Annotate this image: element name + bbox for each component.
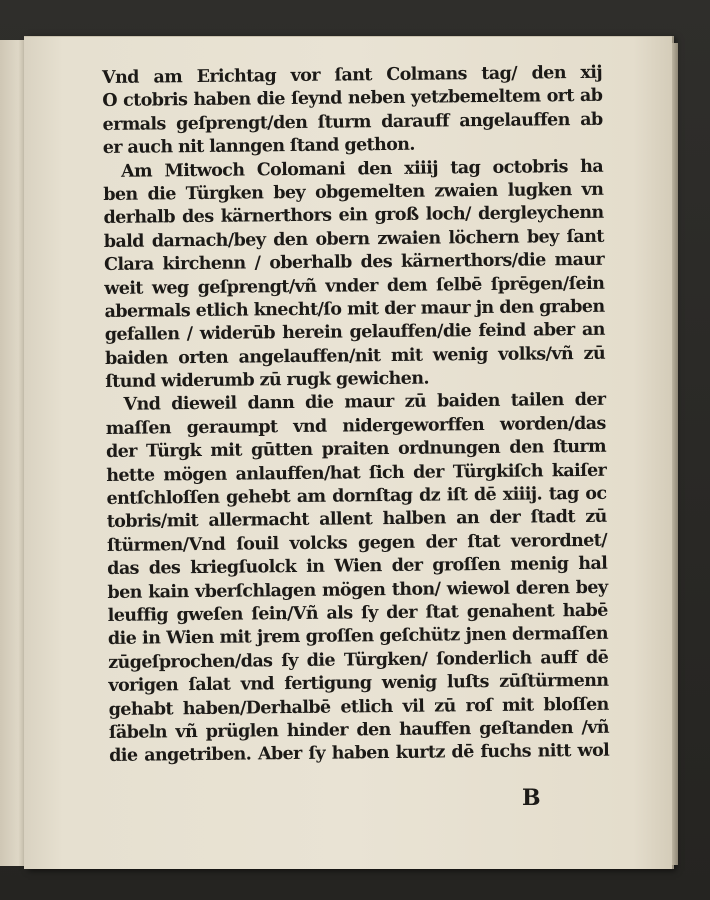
text-line: zūgeſprochen/das ſy die Türgken/ ſonderlich auff dē xyxy=(108,647,609,673)
text-line: Clara kirchenn / oberhalb des kärnerthors/die maur xyxy=(103,249,605,276)
text-line: ſtürmen/Vnd ſouil volcks gegen der ſtat verordnet/ xyxy=(106,530,608,556)
text-line: O ctobris haben die ſeynd neben yetzbemeltem ort ab xyxy=(102,86,603,112)
text-line: baiden orten angelauffen/nit mit wenig volks/vñ zū xyxy=(104,343,606,369)
text-line: gehabt haben/Derhalbē etlich vil zū roſ mit bloſſen xyxy=(108,694,609,720)
text-line: das des kriegſuolck in Wien der groſſen menig hal xyxy=(107,553,608,580)
text-line: hette mögen anlauffen/hat ſich der Türgkiſch kaiſer xyxy=(106,460,607,486)
text-line: ſtund widerumb zū rugk gewichen. xyxy=(105,368,430,393)
text-line: die in Wien mit jrem groſſen geſchütz jnen dermaſſen xyxy=(107,624,609,650)
text-line: derhalb des kärnerthors ein groß loch/ dergleychenn xyxy=(103,203,604,229)
text-line: ben kain vberſchlagen mögen thon/ wiewol deren bey xyxy=(107,577,608,603)
text-line: weit weg geſprengt/vñ vnder dem ſelbē ſprēgen/ſein xyxy=(104,273,605,299)
text-line: leuffig gweſen ſein/Vñ als ſy der ſtat genahent habē xyxy=(107,600,608,626)
text-line: Am Mitwoch Colomani den xiiij tag octobris ha xyxy=(120,156,604,182)
text-line: ben die Türgken bey obgemelten zwaien lugken vn xyxy=(103,179,604,205)
text-line: tobris/mit allermacht allent halben an der ſtadt zū xyxy=(106,507,607,533)
left-page-edge xyxy=(0,40,27,866)
text-line: der Türgk mit gūtten praiten ordnungen den ſturm xyxy=(105,436,607,463)
text-line: gefallen / widerūb herein gelauffen/die feind aber an xyxy=(104,320,605,346)
text-line: die angetriben. Aber ſy haben kurtz dē fuchs nitt wol xyxy=(109,741,610,767)
text-line: maſſen geraumpt vnd nidergeworffen worden/das xyxy=(105,413,606,439)
text-line: Vnd am Erichtag vor ſant Colmans tag/ den xij xyxy=(102,62,603,88)
text-line: er auch nit lanngen ſtand gethon. xyxy=(102,134,415,159)
text-line: ermals geſprengt/den ſturm darauff angelauffen ab xyxy=(102,109,603,135)
text-line: Vnd dieweil dann die maur zū baiden tailen der xyxy=(123,390,606,416)
signature-mark: B xyxy=(522,785,541,811)
text-line: vorigen ſalat vnd fertigung wenig luſts zūſtürmenn xyxy=(108,670,609,697)
text-line: abermals etlich knecht/ſo mit der maur jn den graben xyxy=(104,296,605,322)
text-line: entſchloſſen gehebt am dornſtag dz iſt dē xiiij. tag oc xyxy=(106,483,607,510)
book-page xyxy=(24,36,672,869)
page-text-block xyxy=(102,62,609,769)
text-line: bald darnach/bey den obern zwaien löchern bey ſant xyxy=(103,226,604,252)
text-line: ſäbeln vñ prüglen hinder den hauffen geſtanden /vñ xyxy=(108,717,610,743)
page-fore-edge xyxy=(672,43,678,865)
